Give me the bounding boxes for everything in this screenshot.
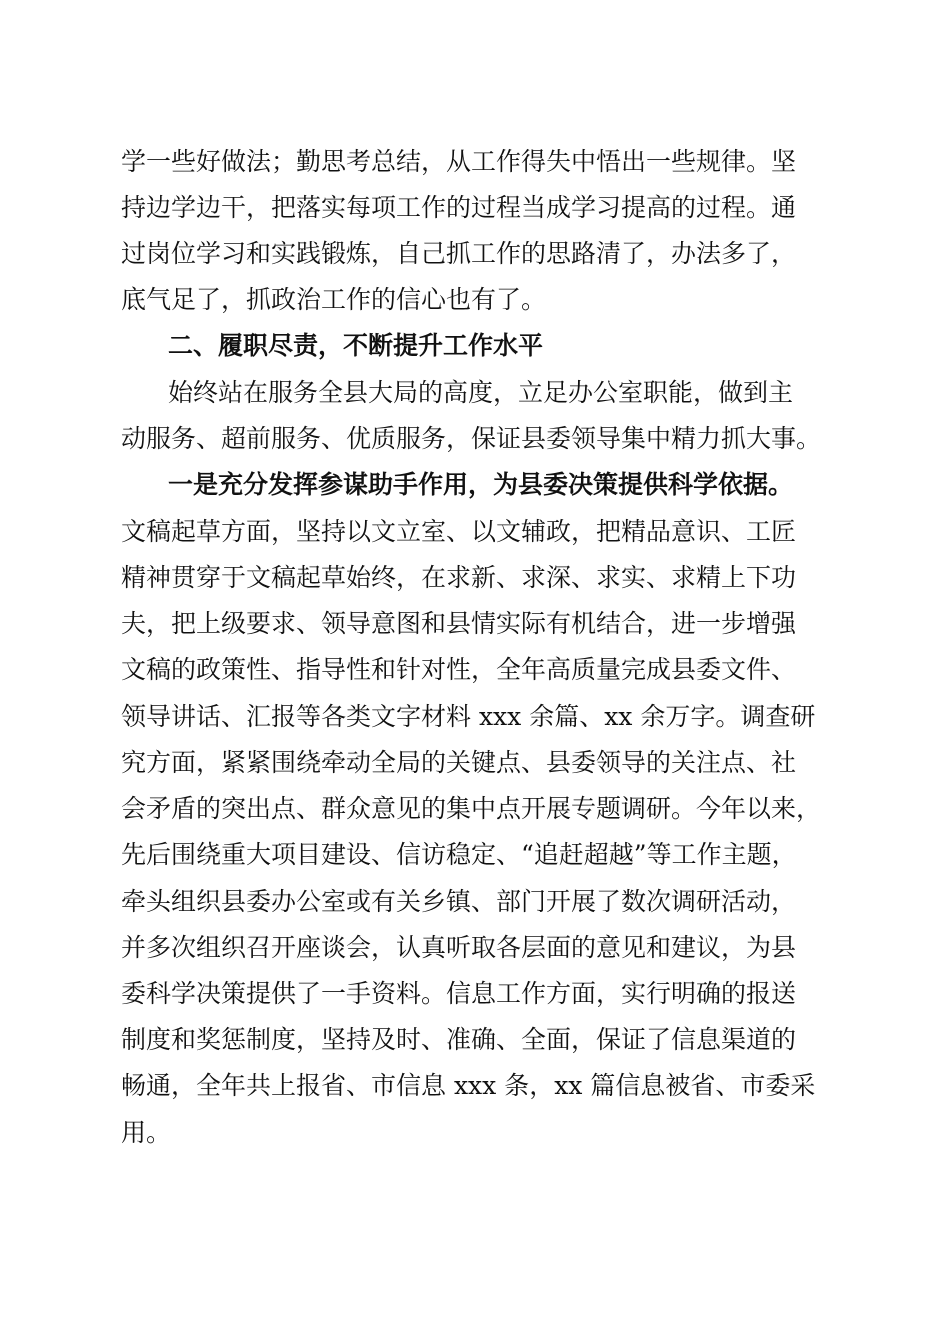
paragraph-line: 文稿的政策性、指导性和针对性，全年高质量完成县委文件、	[121, 655, 797, 684]
paragraph-line: 委科学决策提供了一手资料。信息工作方面，实行明确的报送	[121, 979, 797, 1008]
subsection-lead: 一是充分发挥参谋助手作用，为县委决策提供科学依据。	[168, 470, 794, 499]
paragraph-line: 动服务、超前服务、优质服务，保证县委领导集中精力抓大事。	[121, 424, 822, 453]
paragraph-line: 制度和奖惩制度，坚持及时、准确、全面，保证了信息渠道的	[121, 1025, 797, 1054]
paragraph-line: 先后围绕重大项目建设、信访稳定、“追赶超越”等工作主题，	[121, 840, 797, 869]
paragraph-line: 夫，把上级要求、领导意图和县情实际有机结合，进一步增强	[121, 609, 797, 638]
paragraph-line: 究方面，紧紧围绕牵动全局的关键点、县委领导的关注点、社	[121, 748, 797, 777]
section-heading: 二、履职尽责，不断提升工作水平	[168, 331, 544, 360]
paragraph-line: 持边学边干，把落实每项工作的过程当成学习提高的过程。通	[121, 193, 797, 222]
paragraph-line: 底气足了，抓政治工作的信心也有了。	[121, 285, 547, 314]
paragraph-line: 领导讲话、汇报等各类文字材料 xxx 余篇、xx 余万字。调查研	[121, 702, 816, 731]
paragraph-line: 精神贯穿于文稿起草始终，在求新、求深、求实、求精上下功	[121, 563, 797, 592]
paragraph-line: 始终站在服务全县大局的高度，立足办公室职能，做到主	[168, 378, 794, 407]
paragraph-line: 过岗位学习和实践锻炼，自己抓工作的思路清了，办法多了，	[121, 239, 797, 268]
paragraph-line: 会矛盾的突出点、群众意见的集中点开展专题调研。今年以来，	[121, 794, 822, 823]
paragraph-line: 畅通，全年共上报省、市信息 xxx 条，xx 篇信息被省、市委采	[121, 1071, 816, 1100]
paragraph-line: 文稿起草方面，坚持以文立室、以文辅政，把精品意识、工匠	[121, 517, 797, 546]
paragraph-line: 学一些好做法；勤思考总结，从工作得失中悟出一些规律。坚	[121, 147, 797, 176]
paragraph-line: 牵头组织县委办公室或有关乡镇、部门开展了数次调研活动，	[121, 887, 797, 916]
paragraph-line: 并多次组织召开座谈会，认真听取各层面的意见和建议，为县	[121, 933, 797, 962]
paragraph-line: 用。	[121, 1118, 172, 1147]
